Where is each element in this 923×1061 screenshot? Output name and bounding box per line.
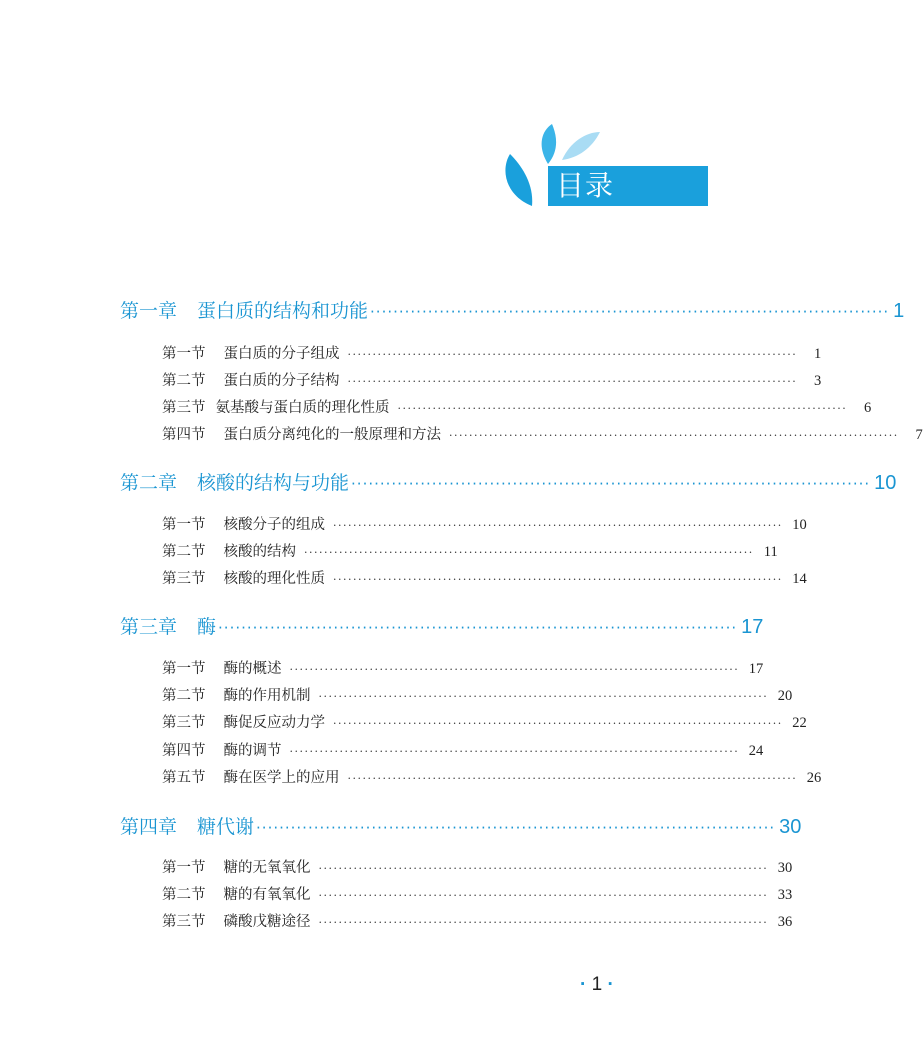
section-title: 蛋白质的分子结构 — [223, 373, 340, 389]
toc-section[interactable] — [162, 711, 807, 732]
dot-leader: ·························································································· — [218, 619, 738, 637]
dot-leader: ·························································································· — [333, 573, 783, 586]
section-title: 酶促反应动力学 — [223, 715, 325, 731]
chapter-title: 酶 — [197, 616, 217, 638]
section-number: 第五节 — [162, 770, 206, 786]
dot-leader: ·························································································· — [333, 519, 783, 532]
section-page: 20 — [777, 688, 793, 704]
dot-leader: ·························································································· — [256, 819, 776, 837]
section-number: 第一节 — [162, 661, 206, 677]
section-title: 蛋白质分离纯化的一般原理和方法 — [223, 427, 441, 443]
chapter-title: 蛋白质的结构和功能 — [197, 300, 369, 322]
chapter-title: 核酸的结构与功能 — [197, 472, 350, 494]
chapter-page: 10 — [874, 472, 897, 494]
toc-section[interactable] — [162, 513, 807, 534]
dot-leader: ·························································································· — [318, 862, 769, 875]
section-page: 3 — [813, 373, 822, 389]
toc-section[interactable] — [162, 856, 793, 877]
toc-section[interactable] — [162, 396, 872, 417]
section-page: 33 — [777, 887, 793, 903]
section-page: 22 — [792, 715, 807, 731]
dot-leader: ·························································································· — [304, 546, 754, 559]
dot-leader: ·························································································· — [289, 663, 740, 676]
section-page: 7 — [915, 427, 923, 443]
section-number: 第四节 — [162, 427, 206, 443]
section-title: 蛋白质的分子组成 — [223, 346, 340, 362]
toc-section[interactable] — [162, 883, 793, 904]
section-page: 14 — [792, 571, 807, 587]
dot-leader: ·························································································· — [449, 429, 899, 442]
section-title: 核酸分子的组成 — [223, 517, 325, 533]
section-title: 核酸的结构 — [223, 544, 296, 560]
section-number: 第二节 — [162, 688, 206, 704]
section-number: 第一节 — [162, 860, 206, 876]
toc-section[interactable] — [162, 657, 764, 678]
section-number: 第二节 — [162, 373, 206, 389]
dot-leader: ·························································································· — [347, 348, 798, 361]
section-title: 酶的调节 — [223, 743, 282, 759]
section-page: 11 — [763, 544, 778, 560]
toc-section[interactable] — [162, 369, 822, 390]
chapter-number: 第一章 — [120, 300, 178, 322]
page-title: 目录 — [556, 169, 615, 202]
dot-leader: ·························································································· — [347, 375, 798, 388]
toc-chapter[interactable] — [120, 612, 764, 639]
section-number: 第一节 — [162, 517, 206, 533]
toc-section[interactable] — [162, 423, 923, 444]
dot-leader: ·························································································· — [397, 402, 848, 415]
section-page: 6 — [863, 400, 872, 416]
page-number — [580, 974, 614, 996]
chapter-page: 30 — [779, 816, 802, 838]
chapter-number: 第四章 — [120, 816, 178, 838]
toc-chapter[interactable] — [120, 812, 802, 839]
dot-leader: ·························································································· — [318, 889, 769, 902]
chapter-page: 17 — [741, 616, 764, 638]
section-number: 第三节 — [162, 914, 206, 930]
dot-leader: ·························································································· — [289, 745, 740, 758]
section-page: 30 — [777, 860, 793, 876]
toc-chapter[interactable] — [120, 468, 897, 495]
section-number: 第三节 — [162, 571, 206, 587]
toc-section[interactable] — [162, 766, 822, 787]
section-title: 酶的作用机制 — [223, 688, 311, 704]
page-number-value: 1 — [591, 974, 603, 995]
toc-section[interactable] — [162, 540, 778, 561]
toc-section[interactable] — [162, 739, 764, 760]
section-number: 第三节 — [162, 715, 206, 731]
toc-section[interactable] — [162, 684, 793, 705]
section-page: 10 — [792, 517, 807, 533]
dot-leader: ·························································································· — [347, 772, 798, 785]
chapter-title: 糖代谢 — [197, 816, 255, 838]
section-title: 氨基酸与蛋白质的理化性质 — [215, 400, 390, 416]
section-number: 第一节 — [162, 346, 206, 362]
section-page: 24 — [748, 743, 764, 759]
section-title: 酶的概述 — [223, 661, 282, 677]
page-dot-left: · — [580, 974, 587, 995]
toc-section[interactable] — [162, 910, 793, 931]
section-number: 第二节 — [162, 544, 206, 560]
page-dot-right: · — [607, 974, 614, 995]
toc-section[interactable] — [162, 567, 807, 588]
toc-section[interactable] — [162, 342, 822, 363]
toc-chapter[interactable] — [120, 296, 905, 323]
chapter-number: 第二章 — [120, 472, 178, 494]
section-title: 磷酸戊糖途径 — [223, 914, 311, 930]
section-number: 第二节 — [162, 887, 206, 903]
section-number: 第四节 — [162, 743, 206, 759]
dot-leader: ·························································································· — [318, 690, 769, 703]
dot-leader: ·························································································· — [318, 916, 769, 929]
chapter-number: 第三章 — [120, 616, 178, 638]
dot-leader: ·························································································· — [370, 303, 890, 321]
section-number: 第三节 — [162, 400, 206, 416]
section-title: 糖的有氧氧化 — [223, 887, 311, 903]
dot-leader: ·························································································· — [351, 475, 871, 493]
dot-leader: ·························································································· — [333, 717, 783, 730]
chapter-page: 1 — [893, 300, 905, 322]
section-page: 36 — [777, 914, 793, 930]
section-title: 核酸的理化性质 — [223, 571, 325, 587]
section-title: 糖的无氧氧化 — [223, 860, 311, 876]
section-page: 26 — [806, 770, 822, 786]
section-page: 17 — [748, 661, 764, 677]
section-title: 酶在医学上的应用 — [223, 770, 340, 786]
section-page: 1 — [813, 346, 822, 362]
